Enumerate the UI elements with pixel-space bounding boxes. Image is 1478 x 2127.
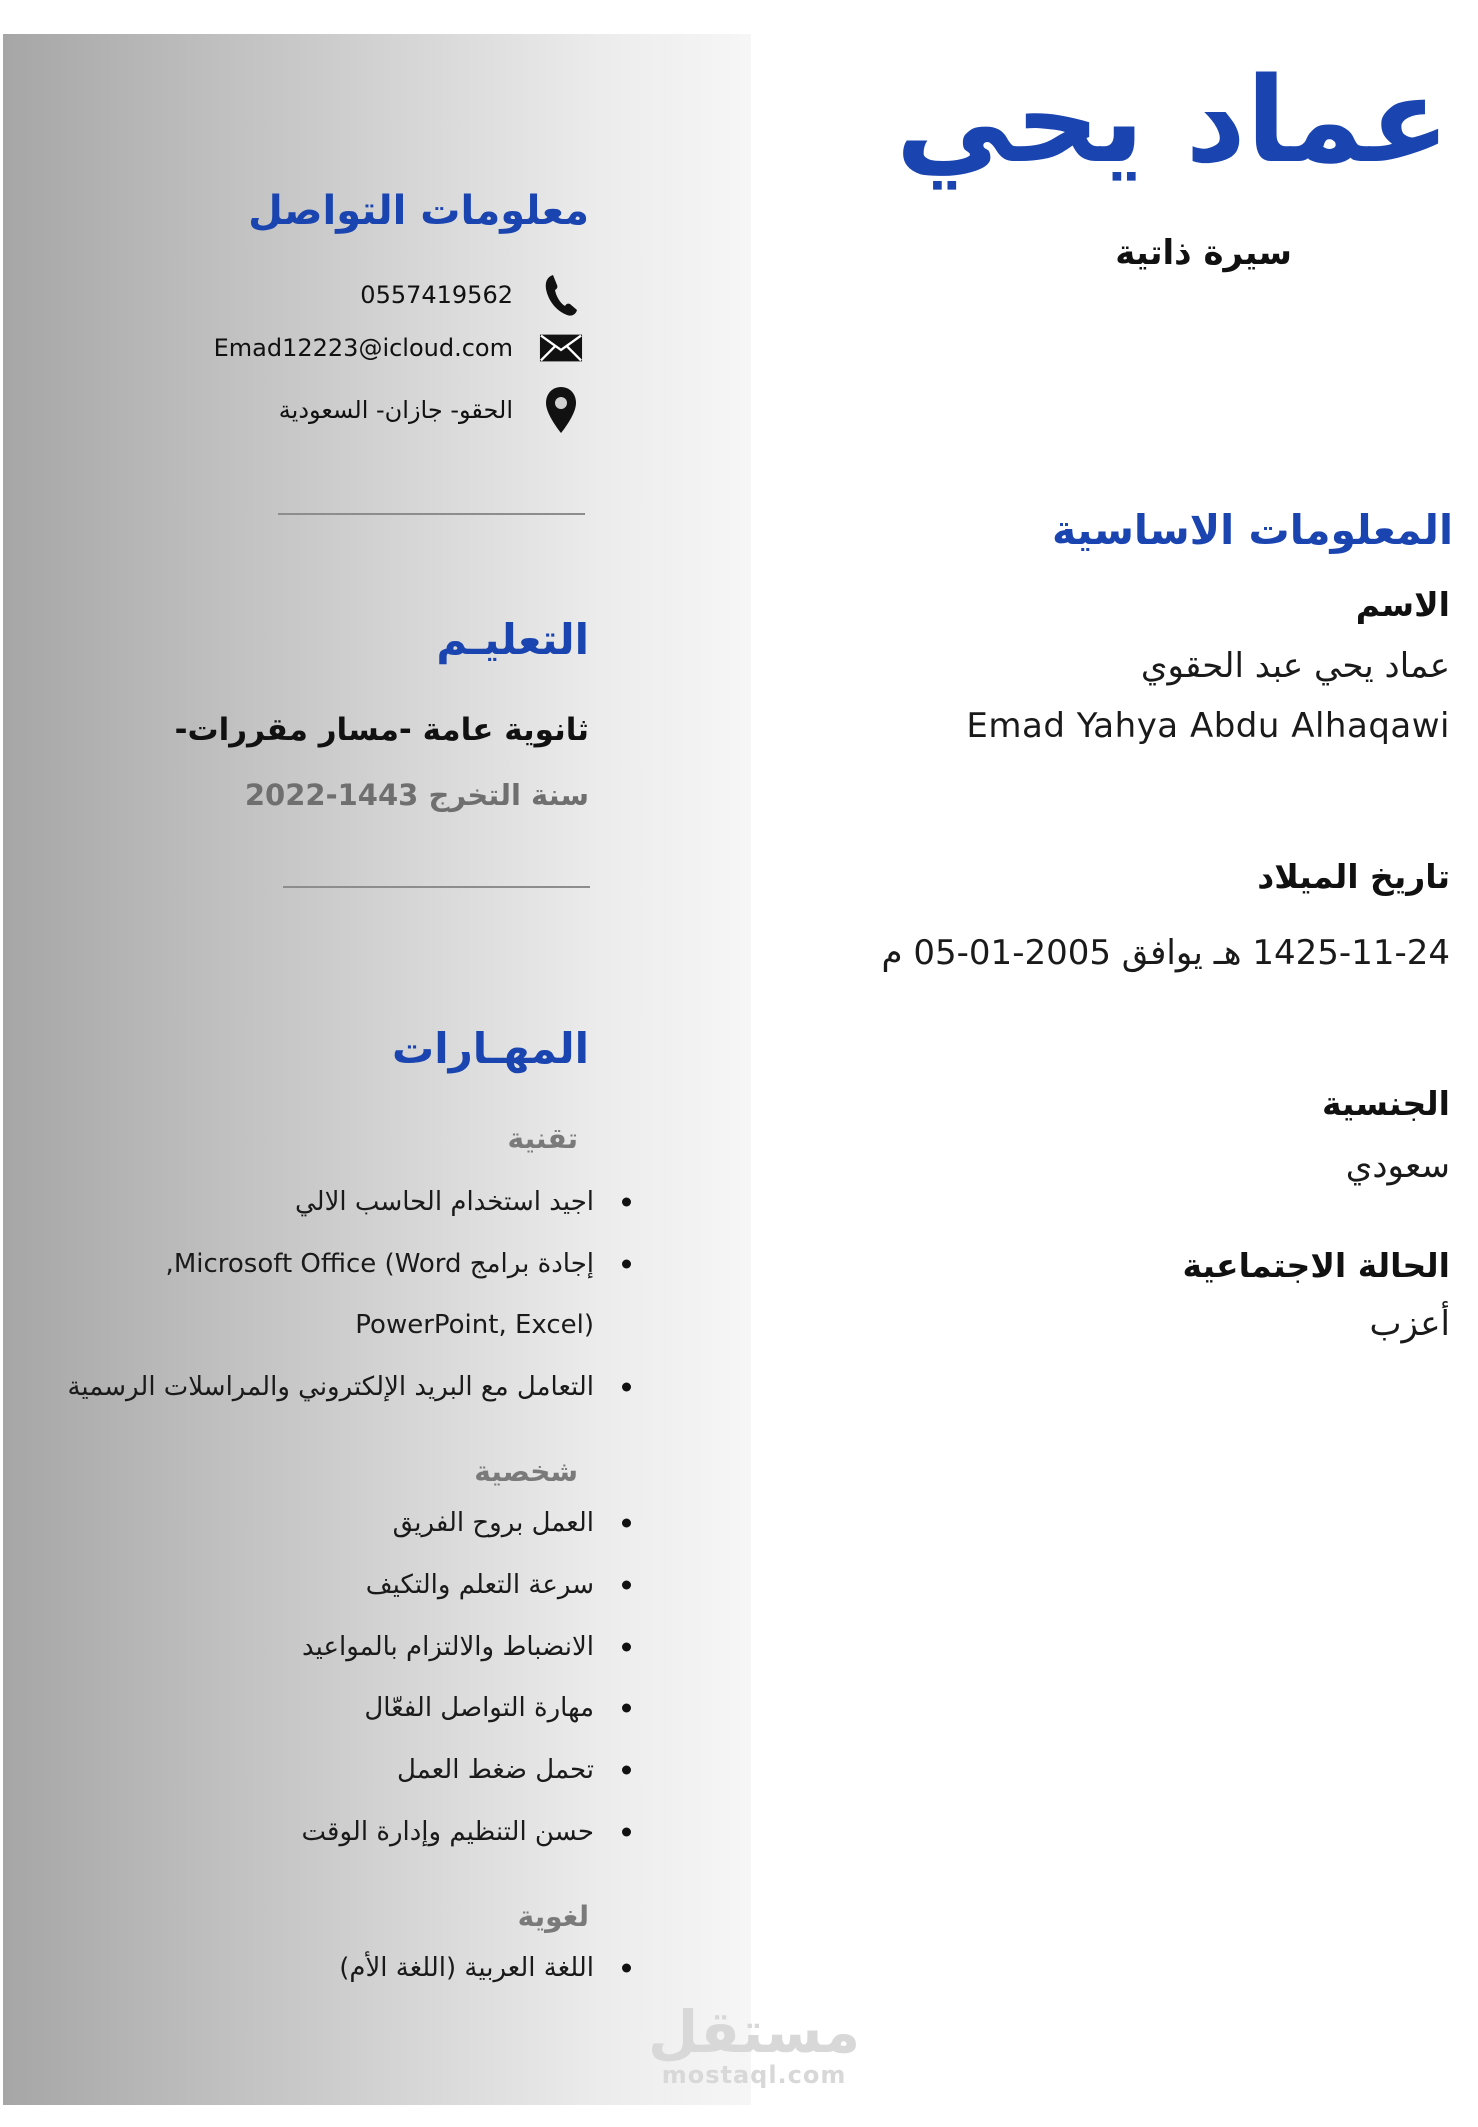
email-address[interactable]: Emad12223@icloud.com	[213, 334, 513, 362]
nationality-value: سعودي	[1345, 1146, 1450, 1186]
list-item: التعامل مع البريد الإلكتروني والمراسلات الرسمية	[67, 1372, 594, 1402]
contact-address-row	[279, 388, 583, 432]
list-item: إجادة برامج Microsoft Office (Word,	[165, 1249, 594, 1279]
birthdate-value: 1425-11-24 هـ يوافق 2005-01-05 م	[881, 933, 1450, 973]
skills-category-technical: تقنية	[507, 1122, 578, 1155]
phone-icon	[539, 273, 583, 317]
watermark-logo	[648, 1998, 861, 2089]
location-pin-icon	[539, 388, 583, 432]
skills-category-language: لغوية	[517, 1900, 589, 1933]
basic-info-heading: المعلومات الاساسية	[1052, 506, 1453, 554]
watermark-url: mostaql.com	[661, 2061, 847, 2089]
name-value-arabic: عماد يحي عبد الحقوي	[1140, 646, 1450, 686]
section-divider	[278, 513, 585, 515]
graduation-year: سنة التخرج 1443-2022	[244, 778, 589, 812]
phone-number[interactable]: 0557419562	[360, 281, 513, 309]
address-text: الحقو- جازان- السعودية	[278, 396, 513, 424]
nationality-label: الجنسية	[1321, 1084, 1450, 1123]
skills-heading: المهـارات	[392, 1024, 589, 1073]
list-item: تحمل ضغط العمل	[397, 1755, 594, 1785]
education-degree: ثانوية عامة -مسار مقررات-	[174, 712, 589, 748]
list-item: العمل بروح الفريق	[392, 1508, 594, 1538]
education-heading: التعليـم	[436, 615, 589, 664]
list-item: مهارة التواصل الفعّال	[364, 1693, 594, 1723]
contact-email-row	[214, 326, 583, 370]
list-item: حسن التنظيم وإدارة الوقت	[301, 1817, 594, 1847]
skills-category-personal: شخصية	[474, 1455, 578, 1488]
envelope-icon	[539, 326, 583, 370]
contact-phone-row	[360, 273, 583, 317]
name-value-english: Emad Yahya Abdu Alhaqawi	[966, 706, 1450, 746]
marital-status-value: أعزب	[1369, 1304, 1450, 1344]
list-item: الانضباط والالتزام بالمواعيد	[302, 1632, 594, 1662]
name-label: الاسم	[1355, 585, 1450, 624]
cv-subtitle: سيرة ذاتية	[1115, 233, 1292, 273]
list-item: سرعة التعلم والتكيف	[365, 1570, 594, 1600]
marital-status-label: الحالة الاجتماعية	[1182, 1246, 1450, 1285]
watermark-arabic: مستقل	[648, 1998, 861, 2066]
section-divider	[283, 886, 590, 888]
list-item: اللغة العربية (اللغة الأم)	[339, 1953, 594, 1983]
person-name-title: عماد يحي	[895, 51, 1450, 189]
list-item: اجيد استخدام الحاسب الالي	[295, 1187, 594, 1217]
list-item-continuation: PowerPoint, Excel)	[355, 1310, 594, 1340]
birthdate-label: تاريخ الميلاد	[1257, 857, 1450, 896]
contact-heading: معلومات التواصل	[248, 188, 589, 234]
